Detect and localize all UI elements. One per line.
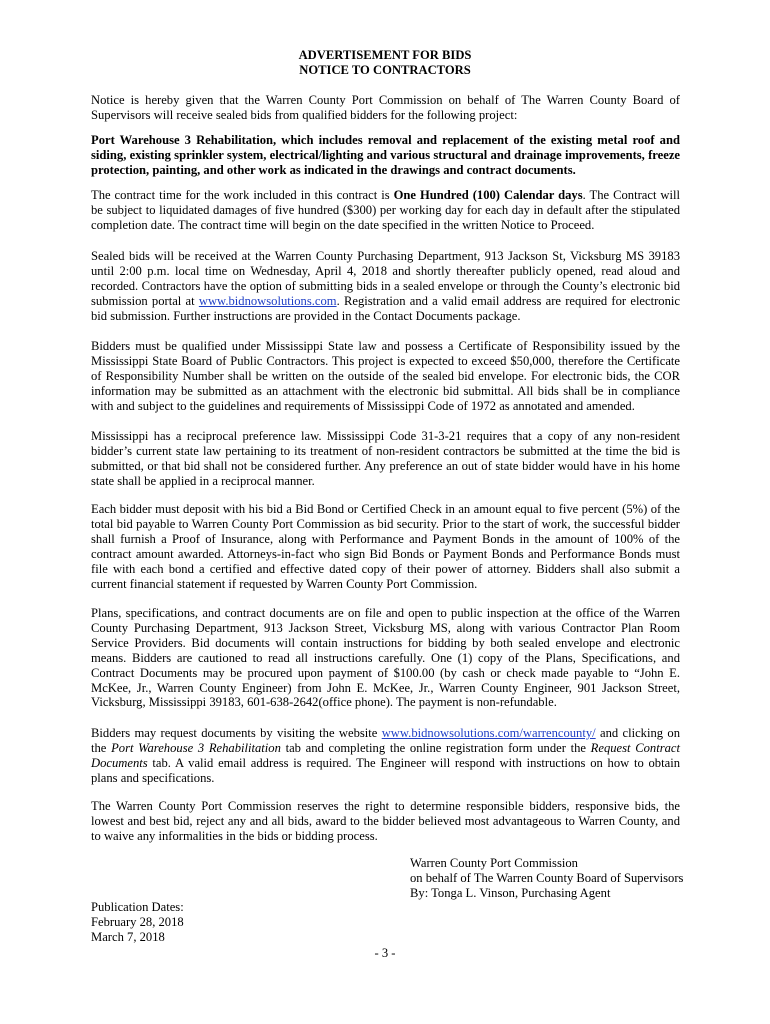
contract-time-duration: One Hundred (100) Calendar days — [393, 188, 583, 202]
contract-time-paragraph — [91, 188, 680, 233]
request-docs-text: Bidders may request documents by visiting the website — [91, 726, 382, 740]
signature-behalf: on behalf of The Warren County Board of Supervisors — [410, 871, 684, 885]
reciprocal-paragraph: Mississippi has a reciprocal preference law. Mississippi Code 31-3-21 requires that a copy of any non-resident bidder’s current state law pertaining to its treatment of non-resident contractors be submitted at the time the bid is submitted, or that bid shall not be considered further. Any preference an out of state bidder would have in his home state shall be applied in a reciprocal manner. — [91, 429, 680, 488]
request-docs-text-4: tab. A valid email address is required. The Engineer will respond with instructions on how to obtain plans and specifications. — [91, 755, 680, 785]
project-description: Port Warehouse 3 Rehabilitation, which includes removal and replacement of the existing metal roof and siding, existing sprinkler system, electrical/lighting and various structural and drainage improvements, freeze protection, painting, and other work as indicated in the drawings and contract documents. — [91, 133, 680, 177]
signature-organization: Warren County Port Commission — [410, 856, 578, 870]
document-title: ADVERTISEMENT FOR BIDS — [298, 48, 472, 62]
project-tab-name: Port Warehouse 3 Rehabilitation — [111, 740, 281, 755]
reserves-paragraph: The Warren County Port Commission reserves the right to determine responsible bidders, responsive bids, the lowest and best bid, reject any and all bids, award to the bidder believed most advantageous to Warren County, and to waive any informalities in the bids or bidding process. — [91, 799, 680, 843]
contract-time-text-2: . The Contract will be subject to liquidated damages of five hundred ($300) per working day for each day in default after the stipulated completion date. The contract time will begin on the date specified in the written Notice to Proceed. — [91, 188, 681, 232]
request-documents-paragraph — [91, 726, 680, 786]
publication-date-2: March 7, 2018 — [91, 930, 165, 944]
publication-date-1: February 28, 2018 — [91, 915, 184, 929]
plans-paragraph: Plans, specifications, and contract documents are on file and open to public inspection at the office of the Warren County Purchasing Department, 913 Jackson Street, Vicksburg MS, along with various Contractor Plan Room Service Providers. Bid documents will contain instructions for bidding by both sealed envelope and electronic means. Bidders are cautioned to read all instructions carefully. One (1) copy of the Plans, Specifications, and Contract Documents may be procured upon payment of $100.00 (by cash or check made payable to “John E. McKee, Jr., Warren County Engineer) from John E. McKee, Jr., Warren County Engineer, 901 Jackson Street, Vicksburg, Mississippi 39183, 601-638-2642(office phone). The payment is non-refundable. — [91, 606, 680, 710]
sealed-bids-paragraph — [91, 249, 680, 324]
warrencounty-link[interactable]: www.bidnowsolutions.com/warrencounty/ — [381, 726, 596, 740]
contract-time-text: The contract time for the work included in this contract is — [91, 188, 394, 202]
bidnow-link[interactable]: www.bidnowsolutions.com — [198, 293, 337, 308]
signature-agent: By: Tonga L. Vinson, Purchasing Agent — [410, 886, 611, 900]
sealed-bids-text-2: . Registration and a valid email address are required for electronic bid submission. Further instructions are provided in the Contact Documents package. — [91, 293, 680, 323]
document-subtitle: NOTICE TO CONTRACTORS — [299, 63, 471, 77]
page-number: - 3 - — [374, 946, 396, 960]
qualification-paragraph: Bidders must be qualified under Mississippi State law and possess a Certificate of Responsibility issued by the Mississippi State Board of Public Contractors. This project is expected to exceed $50,000, therefore the Certificate of Responsibility Number shall be written on the outside of the sealed bid envelope. For electronic bids, the COR information may be submitted as an attachment with the electronic bid submittal. All bids shall be in compliance with and subject to the guidelines and requirements of Mississippi Code of 1972 as annotated and amended. — [91, 339, 680, 413]
bid-bond-paragraph: Each bidder must deposit with his bid a Bid Bond or Certified Check in an amount equal to five percent (5%) of the total bid payable to Warren County Port Commission as bid security. Prior to the start of work, the successful bidder shall furnish a Proof of Insurance, along with Performance and Payment Bonds in the amount of 100% of the contract amount awarded. Attorneys-in-fact who sign Bid Bonds or Payment Bonds and Performance Bonds must file with each bond a certified and effective dated copy of their power of attorney. Bidders shall also submit a current financial statement if requested by Warren County Port Commission. — [91, 502, 680, 591]
request-docs-text-2: and clicking on the — [91, 726, 680, 755]
request-docs-text-3: tab and completing the online registration form under the — [280, 740, 591, 755]
request-tab-name: Request Contract Documents — [91, 740, 680, 770]
intro-paragraph: Notice is hereby given that the Warren County Port Commission on behalf of The Warren County Board of Supervisors will receive sealed bids from qualified bidders for the following project: — [91, 93, 680, 122]
publication-label: Publication Dates: — [91, 900, 184, 914]
sealed-bids-text: Sealed bids will be received at the Warren County Purchasing Department, 913 Jackson St, Vicksburg MS 39183 until 2:00 p.m. local time on Wednesday, April 4, 2018 and shortly thereafter publicly opened, read aloud and recorded. Contractors have the option of submitting bids in a sealed envelope or through the County’s electronic bid submission portal at — [91, 249, 680, 308]
